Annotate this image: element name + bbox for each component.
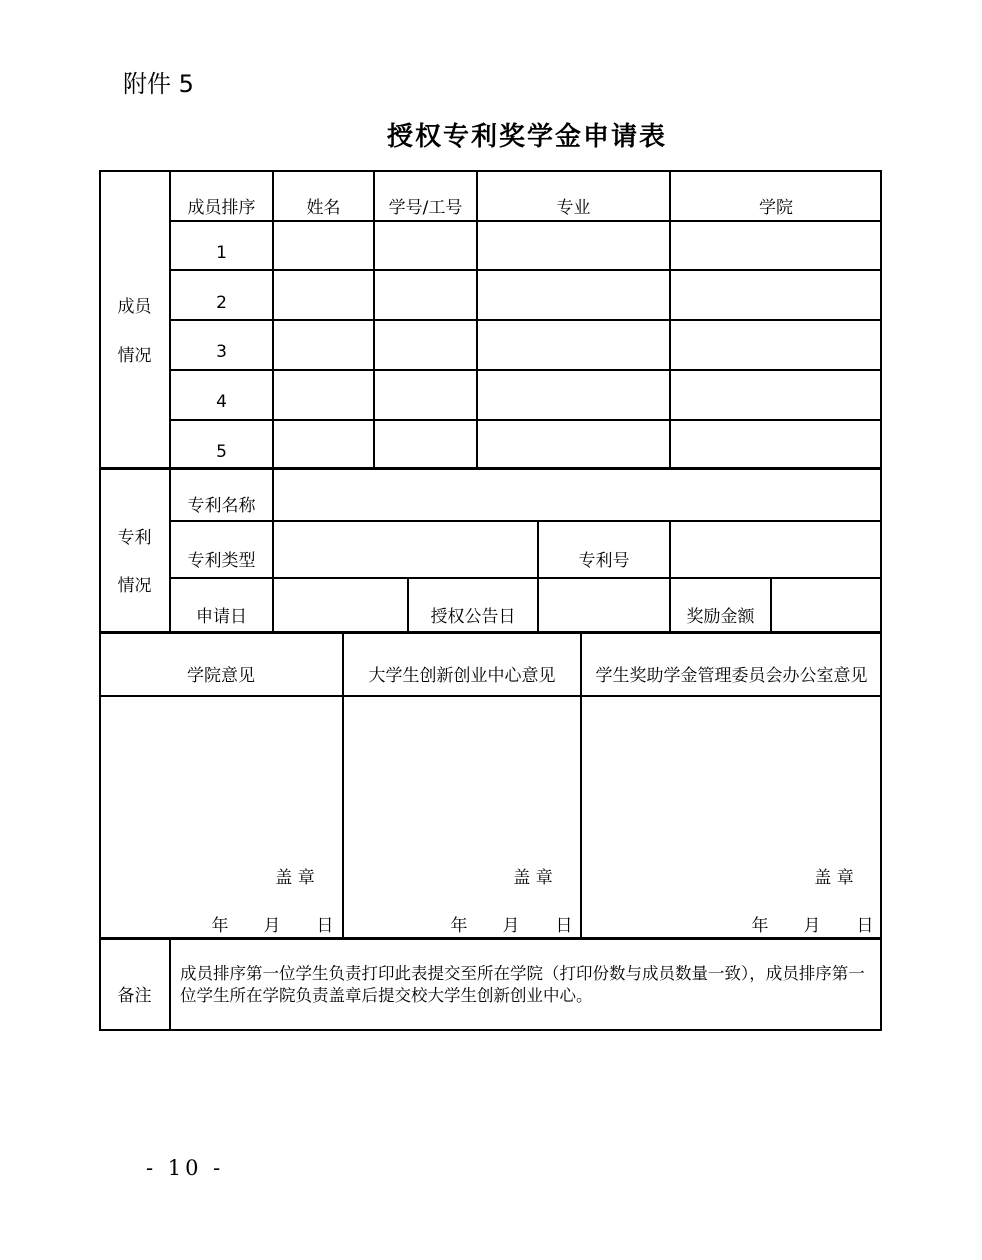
scholarship-office-date-month: 月	[803, 915, 821, 936]
innovation-center-date-month: 月	[502, 915, 520, 936]
rule-row-2	[170, 319, 881, 321]
col-header-name: 姓名	[306, 197, 341, 218]
innovation-center-date-day: 日	[555, 915, 573, 936]
rule-row-3	[170, 369, 881, 371]
col-header-major: 专业	[556, 197, 591, 218]
rule-patent-value-col	[272, 468, 274, 632]
award-amount-label: 奖励金额	[686, 606, 755, 627]
rule-patent-2	[170, 577, 881, 579]
scholarship-office-seal-label: 盖 章	[814, 867, 854, 888]
member-order-4: 4	[216, 392, 227, 412]
rule-patent-bottom	[100, 631, 881, 634]
scholarship-office-date-day: 日	[856, 915, 874, 936]
patent-section-label-1: 专利	[117, 527, 152, 548]
patent-section-label-2: 情况	[117, 575, 152, 596]
innovation-center-date-year: 年	[450, 915, 468, 936]
college-seal-label: 盖 章	[275, 867, 315, 888]
rule-patent-1	[170, 520, 881, 522]
remarks-text: 成员排序第一位学生负责打印此表提交至所在学院（打印份数与成员数量一致），成员排序第一位学生所在学院负责盖章后提交校大学生创新创业中心。	[180, 964, 865, 1005]
col-header-id: 学号/工号	[388, 197, 463, 218]
members-section-label-1: 成员	[117, 296, 152, 317]
col-header-college: 学院	[759, 197, 793, 218]
college-date-day: 日	[316, 915, 334, 936]
rule-row-4	[170, 419, 881, 421]
patent-name-label: 专利名称	[187, 495, 256, 516]
member-order-2: 2	[216, 293, 227, 313]
rule-award-col	[770, 577, 772, 632]
scholarship-office-opinion-title: 学生奖助学金管理委员会办公室意见	[595, 665, 868, 686]
members-section-label-2: 情况	[117, 345, 152, 366]
rule-opinion-header	[100, 695, 881, 697]
innovation-center-seal-label: 盖 章	[513, 867, 553, 888]
scholarship-office-date-year: 年	[751, 915, 769, 936]
rule-opinion-bottom	[100, 937, 881, 940]
college-date-year: 年	[211, 915, 229, 936]
rule-members-bottom	[100, 467, 881, 470]
member-order-1: 1	[216, 243, 227, 263]
rule-remarks-col	[169, 938, 171, 1030]
college-date-month: 月	[263, 915, 281, 936]
form-title: 授权专利奖学金申请表	[386, 122, 667, 152]
attachment-label: 附件 5	[123, 70, 194, 98]
page-number: - 10 -	[146, 1156, 225, 1180]
patent-number-label: 专利号	[578, 550, 630, 571]
grant-date-label: 授权公告日	[430, 606, 516, 627]
innovation-center-opinion-title: 大学生创新创业中心意见	[368, 665, 556, 686]
rule-patent-mid-col	[537, 520, 539, 632]
col-header-order: 成员排序	[187, 197, 256, 218]
patent-type-label: 专利类型	[187, 550, 256, 571]
remarks-label: 备注	[117, 985, 152, 1006]
college-opinion-title: 学院意见	[187, 665, 255, 686]
apply-date-label: 申请日	[196, 606, 247, 627]
rule-header-bottom	[170, 220, 881, 222]
rule-row-1	[170, 269, 881, 271]
member-order-3: 3	[216, 342, 227, 362]
member-order-5: 5	[216, 442, 227, 462]
